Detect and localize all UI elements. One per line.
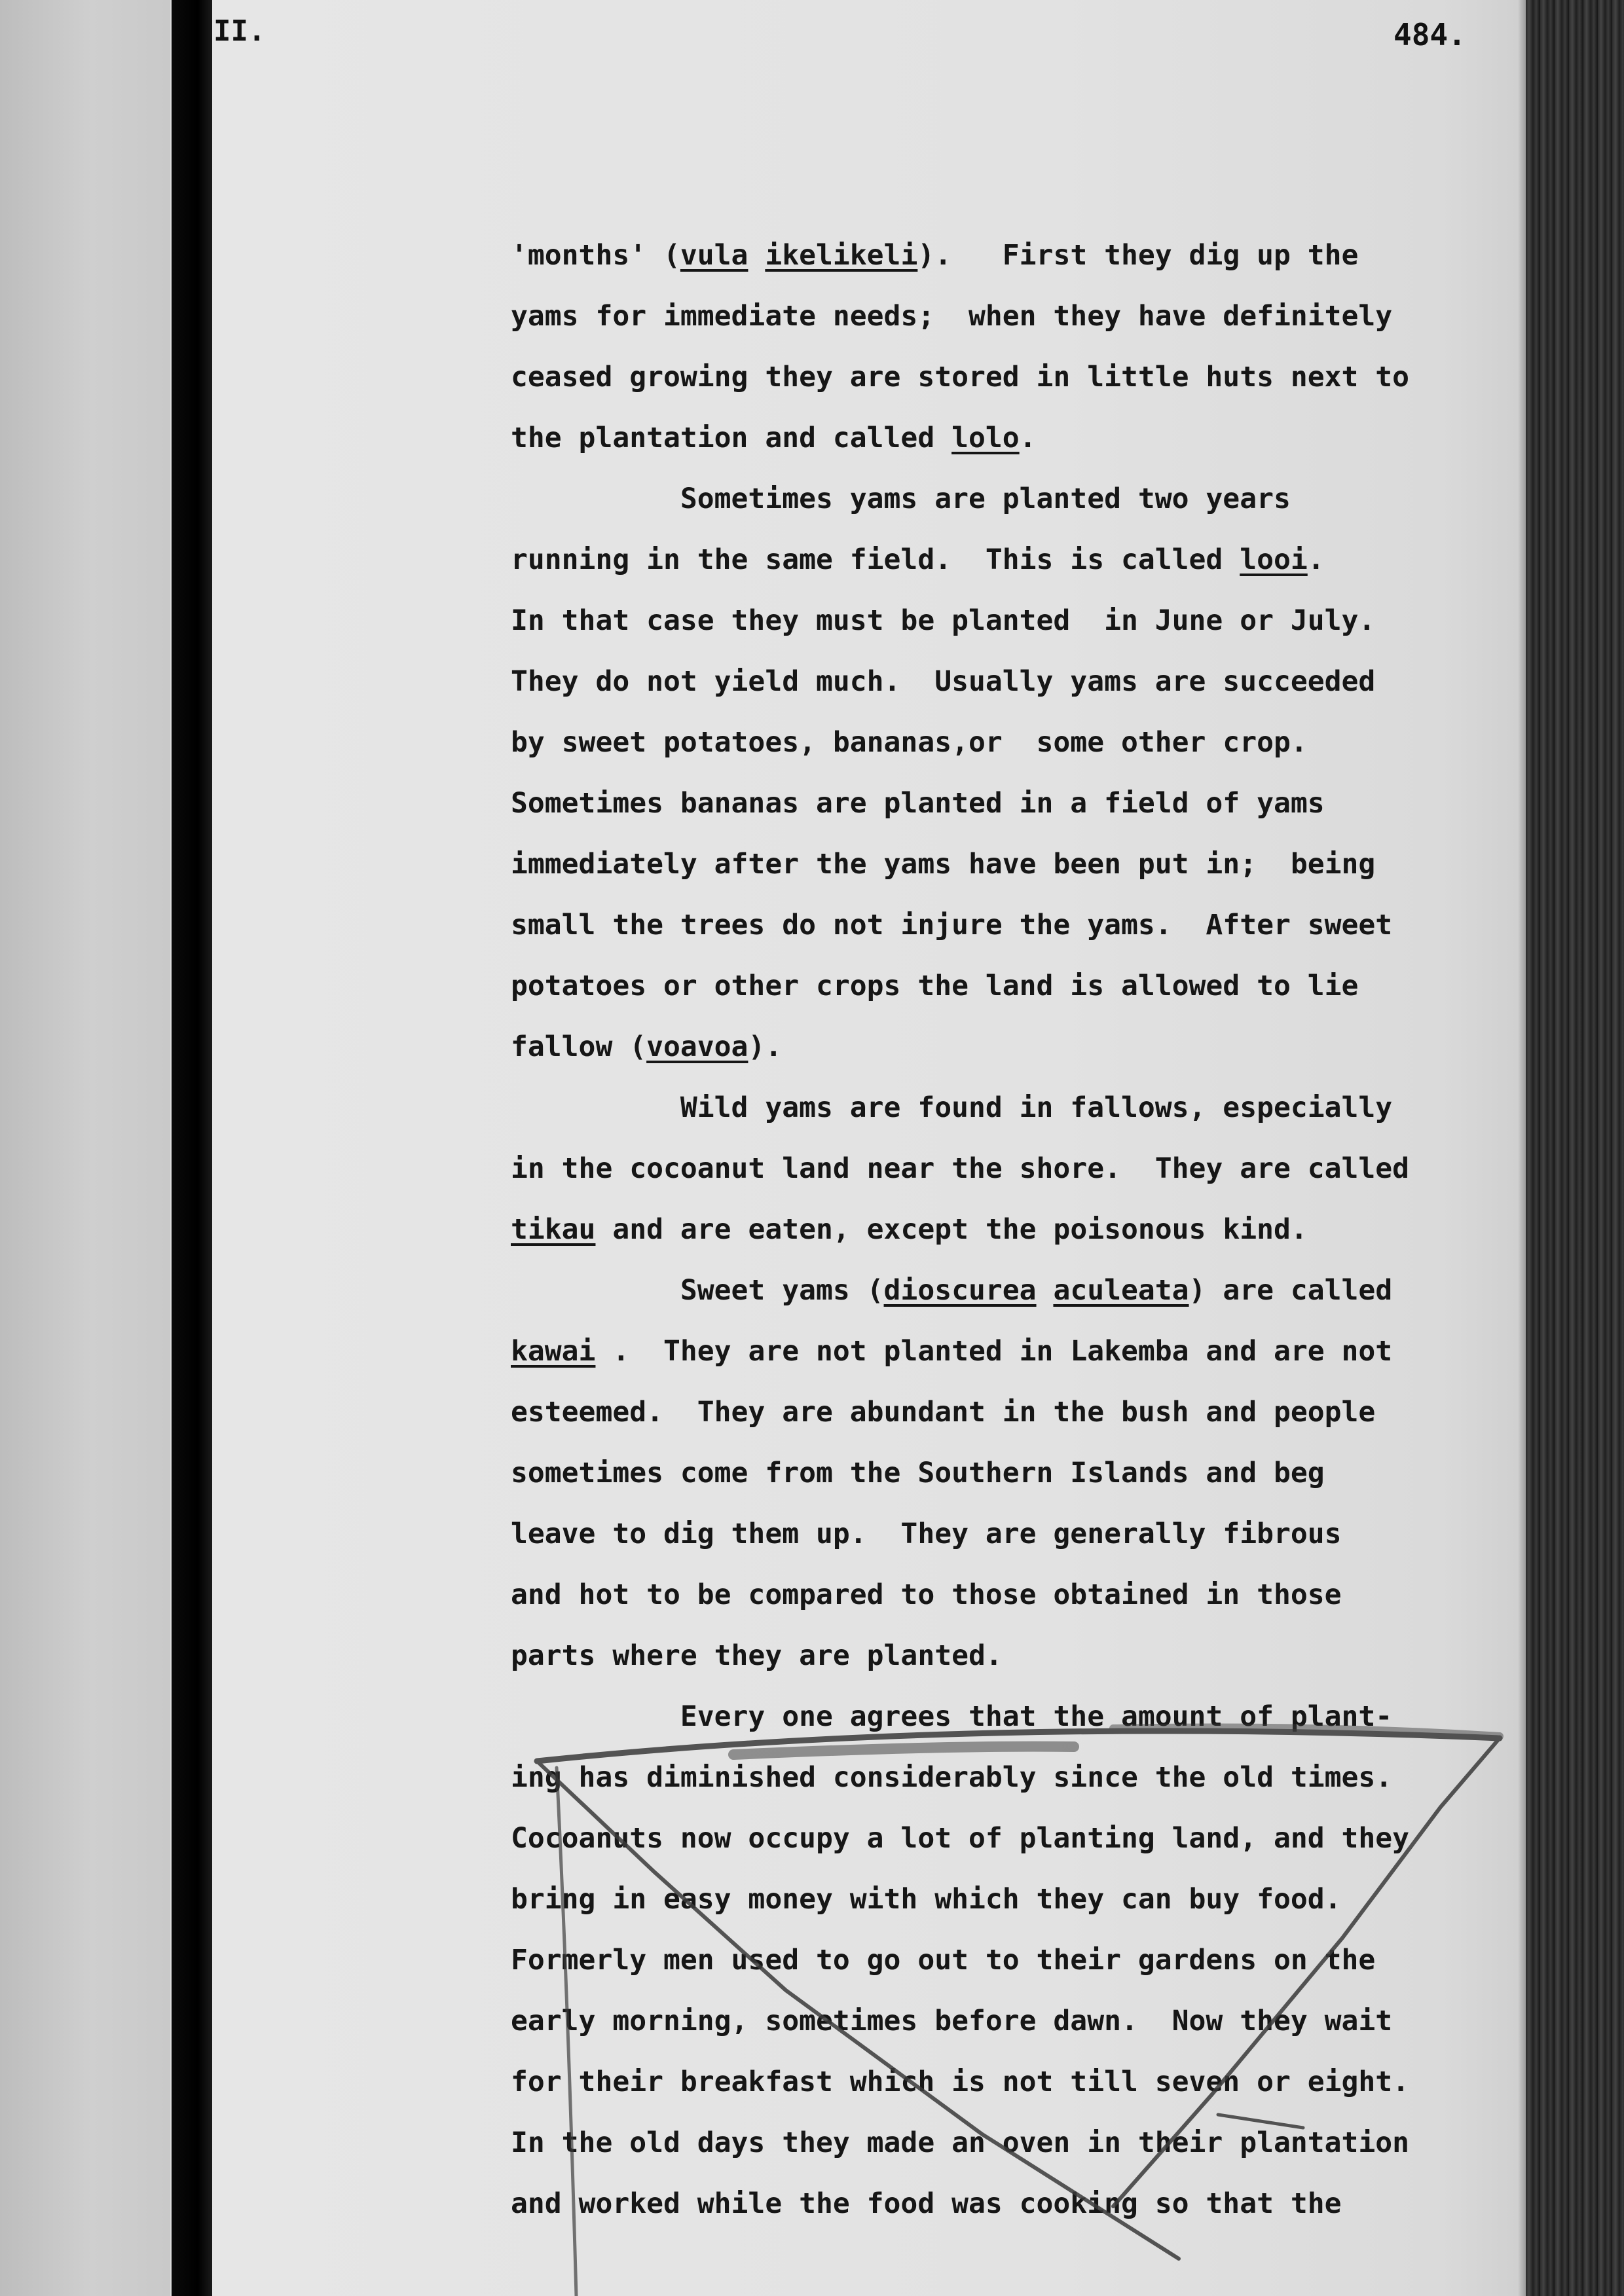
text-line — [511, 591, 1532, 651]
text-line — [511, 2052, 1532, 2113]
text-run: ) are called — [1189, 1274, 1393, 1307]
underlined-term: voavoa — [646, 1030, 748, 1063]
text-run: leave to dig them up. They are generally fibrous — [511, 1518, 1342, 1550]
binding-shadow — [172, 0, 212, 2296]
text-line — [511, 1626, 1532, 1686]
text-line — [511, 469, 1532, 530]
text-run: potatoes or other crops the land is allowed to lie — [511, 970, 1359, 1002]
text-run: Sometimes yams are planted two years — [511, 483, 1291, 515]
text-run: for their breakfast which is not till seven or eight. — [511, 2066, 1410, 2098]
text-line — [511, 530, 1532, 591]
text-run: yams for immediate needs; when they have definitely — [511, 300, 1393, 333]
text-line — [511, 1991, 1532, 2052]
text-run — [1037, 1274, 1054, 1307]
text-line — [511, 1017, 1532, 1078]
underlined-term: dioscurea — [883, 1274, 1037, 1307]
text-line — [511, 712, 1532, 773]
page-number: 484. — [1393, 17, 1466, 52]
text-run: and worked while the food was cooking so that the — [511, 2187, 1342, 2220]
text-run: bring in easy money with which they can buy food. — [511, 1883, 1342, 1916]
text-run: by sweet potatoes, bananas,or some other crop. — [511, 726, 1308, 759]
left-margin — [0, 0, 170, 2296]
text-run: running in the same field. This is called — [511, 543, 1240, 576]
text-line — [511, 1930, 1532, 1991]
book-page-edges — [1526, 0, 1624, 2296]
underlined-term: tikau — [511, 1213, 596, 1246]
text-line — [511, 1382, 1532, 1443]
text-run: in the cocoanut land near the shore. They are called — [511, 1152, 1410, 1185]
text-run: . They are not planted in Lakemba and are not — [595, 1335, 1393, 1368]
text-line — [511, 895, 1532, 956]
text-line — [511, 1139, 1532, 1199]
text-line — [511, 2113, 1532, 2174]
text-run: the plantation and called — [511, 422, 952, 454]
text-line — [511, 1199, 1532, 1260]
text-run: and are eaten, except the poisonous kind. — [595, 1213, 1308, 1246]
text-run: ceased growing they are stored in little huts next to — [511, 361, 1410, 393]
text-run: Cocoanuts now occupy a lot of planting land, and they — [511, 1822, 1410, 1855]
text-run: and hot to be compared to those obtained in those — [511, 1578, 1342, 1611]
text-run — [748, 239, 765, 272]
text-line — [511, 1808, 1532, 1869]
text-run: ). — [748, 1030, 783, 1063]
text-line — [511, 956, 1532, 1017]
text-run: Every one agrees that the amount of plant- — [511, 1700, 1393, 1733]
text-run: fallow ( — [511, 1030, 647, 1063]
typed-text-body — [511, 225, 1532, 2234]
text-run: parts where they are planted. — [511, 1639, 1003, 1672]
corner-mark: II. — [213, 14, 266, 48]
text-run: small the trees do not injure the yams. After sweet — [511, 909, 1393, 941]
text-run: Wild yams are found in fallows, especially — [511, 1091, 1393, 1124]
text-line — [511, 1565, 1532, 1626]
text-run: Sweet yams ( — [511, 1274, 884, 1307]
text-line — [511, 773, 1532, 834]
text-line — [511, 347, 1532, 408]
text-run: In the old days they made an oven in their plantation — [511, 2126, 1410, 2159]
text-line — [511, 1686, 1532, 1747]
underlined-term: aculeata — [1053, 1274, 1189, 1307]
text-line — [511, 2174, 1532, 2234]
text-line — [511, 1747, 1532, 1808]
text-line — [511, 408, 1532, 469]
text-run: Sometimes bananas are planted in a field of yams — [511, 787, 1325, 820]
text-line — [511, 651, 1532, 712]
text-run: They do not yield much. Usually yams are succeeded — [511, 665, 1376, 698]
text-run: . — [1307, 543, 1325, 576]
underlined-term: ikelikeli — [765, 239, 918, 272]
text-run: In that case they must be planted in June or July. — [511, 604, 1376, 637]
text-line — [511, 286, 1532, 347]
text-run: ). First they dig up the — [917, 239, 1359, 272]
text-line — [511, 1443, 1532, 1504]
text-run: Formerly men used to go out to their gardens on the — [511, 1944, 1376, 1977]
text-run: immediately after the yams have been put in; being — [511, 848, 1376, 881]
text-run: esteemed. They are abundant in the bush and people — [511, 1396, 1376, 1429]
text-line — [511, 225, 1532, 286]
text-line — [511, 1504, 1532, 1565]
text-run: . — [1019, 422, 1037, 454]
text-line — [511, 1260, 1532, 1321]
text-line — [511, 1078, 1532, 1139]
underlined-term: vula — [680, 239, 748, 272]
text-run: ing has diminished considerably since the old times. — [511, 1761, 1393, 1794]
text-run: early morning, sometimes before dawn. Now they wait — [511, 2005, 1393, 2037]
text-line — [511, 1869, 1532, 1930]
underlined-term: kawai — [511, 1335, 596, 1368]
text-run: sometimes come from the Southern Islands and beg — [511, 1457, 1325, 1489]
text-line — [511, 1321, 1532, 1382]
text-run: 'months' ( — [511, 239, 680, 272]
text-line — [511, 834, 1532, 895]
underlined-term: lolo — [951, 422, 1020, 454]
underlined-term: looi — [1240, 543, 1308, 576]
